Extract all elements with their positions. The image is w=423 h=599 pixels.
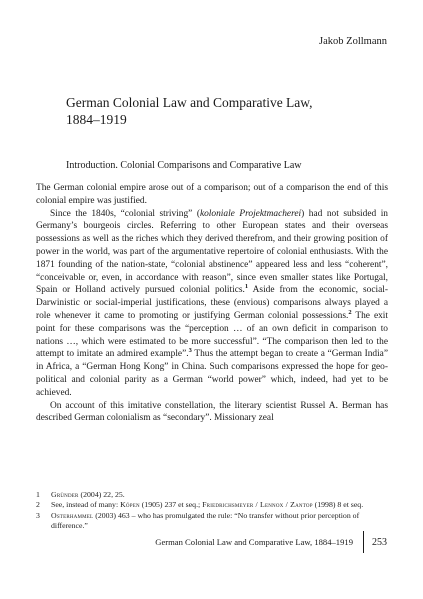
- article-title-line-1: German Colonial Law and Comparative Law,: [66, 95, 313, 110]
- text-run: The German colonial empire arose out of a comparison; out of a comparison the end of this colonial empire was justified.: [36, 183, 388, 206]
- footnote-ref: 2: [348, 308, 352, 316]
- paragraph: [36, 182, 388, 208]
- text-run: The exit point for these comparisons was the “perception … of an own deficit in comparison to nations …, which were estimated to be more successful”. “The comparison then led to the attempt to imitate an admired example”.: [36, 310, 389, 360]
- cited-author: Gründer: [51, 490, 79, 499]
- paragraph: [36, 208, 388, 400]
- page-footer: [155, 531, 387, 553]
- footnote: [36, 511, 376, 532]
- text-run: Aside from the economic, social-Darwinistic or social-imperial justifications, these (envious) comparisons always played a role whenever it came to promoting or justifying German colonial possessions.: [36, 285, 388, 321]
- text-run: ) had not subsided in Germany’s bourgeois circles. Referring to other European states and their overseas possessions as well as the riches which they derived therefrom, and their growing position of power in the world, was part of the argumentative repertoire of colonial enthusiasts. With the 1871 founding of the nation-state, “colonial abstinence” appeared less and less “coherent”, “conceivable or, even, in accordance with reason”, since even smaller states like Portugal, Spain or Holland actively pursued colonial politics.: [36, 208, 388, 296]
- footnote-ref: 1: [244, 283, 249, 291]
- running-header-author: Jakob Zollmann: [319, 36, 387, 47]
- text-run: See, instead of many:: [51, 500, 121, 510]
- text-run: (2004) 22, 25.: [78, 490, 125, 499]
- text-run: (1905) 237 et seq.;: [139, 500, 203, 510]
- cited-author: Osterhammel: [51, 510, 94, 520]
- text-run: Thus the attempt began to create a “German India” in Africa, a “German Hong Kong” in China. Such comparisons expressed the hope for geo-political and colonial parity as a German “world power” which, indeed, had yet to be achieved.: [36, 349, 389, 398]
- footnote-number: 1: [36, 490, 40, 499]
- footnote-text: [51, 490, 376, 500]
- section-heading: Introduction. Colonial Comparisons and Comparative Law: [66, 160, 302, 171]
- footnote-text: [51, 500, 376, 510]
- text-run: On account of this imitative constellation, the literary scientist Russel A. Berman has described German colonialism as “secondary”. Missionary zeal: [36, 400, 388, 424]
- cited-author: Köpen: [120, 500, 140, 510]
- paragraph: [36, 400, 388, 426]
- footnote-number: 3: [36, 510, 40, 520]
- page-number: 253: [372, 536, 387, 548]
- footnote: [36, 490, 376, 500]
- footnote-ref: 3: [188, 347, 192, 355]
- footnote-number: 2: [36, 500, 40, 510]
- text-run: (2003) 463 – who has promulgated the rule: “No transfer without prior perception of difference.”: [51, 510, 360, 530]
- article-title: [66, 94, 386, 128]
- text-run: Since the 1840s, “colonial striving” (: [50, 208, 200, 219]
- text-run: (1998) 8 et seq.: [312, 500, 364, 510]
- footer-divider: [363, 531, 364, 553]
- article-title-line-2: 1884–1919: [66, 112, 127, 127]
- footnote-text: [51, 511, 376, 532]
- body-text: [36, 182, 388, 425]
- text-run: koloniale Projektmacherei: [199, 208, 302, 219]
- footnote: [36, 500, 376, 510]
- footnotes: [36, 490, 376, 531]
- cited-author: Friedrichsmeyer / Lennox / Zantop: [202, 500, 313, 510]
- running-footer-title: German Colonial Law and Comparative Law, 1884–1919: [155, 537, 353, 547]
